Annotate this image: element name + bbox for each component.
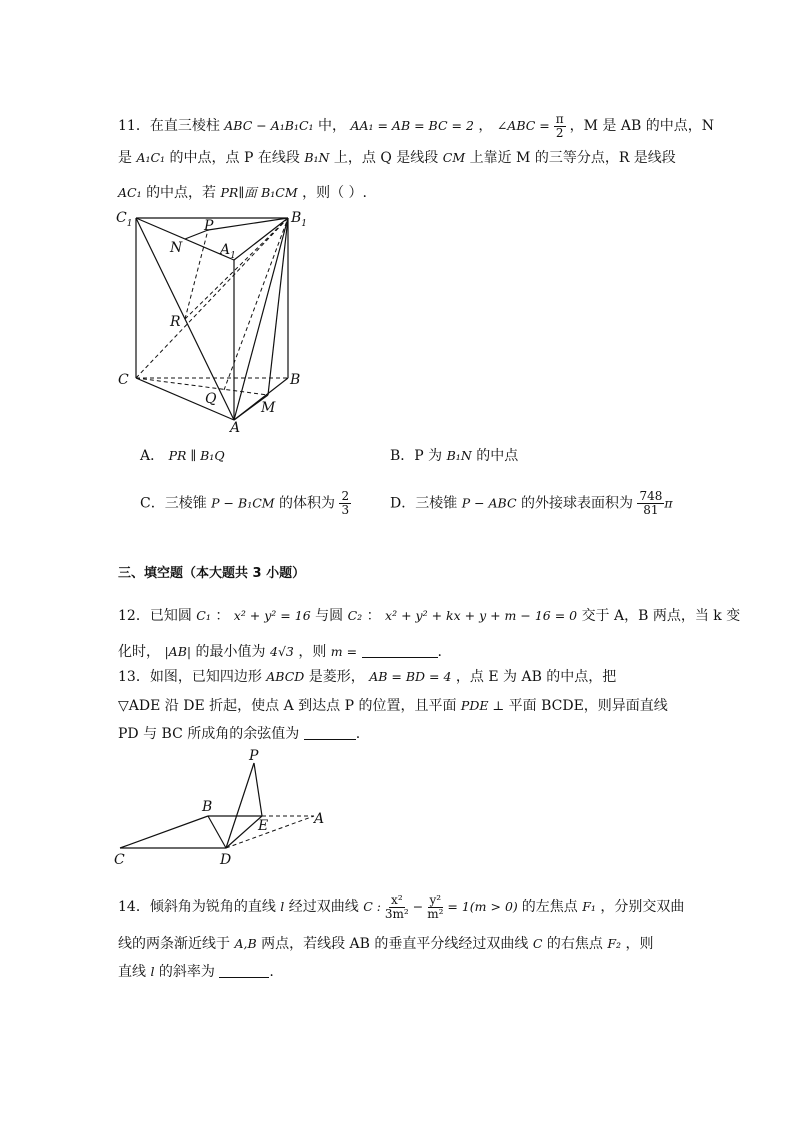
q14-text: ，则: [625, 936, 654, 952]
label-c1: $C_1$: [116, 210, 133, 229]
q14-hyp-lhs: C :: [363, 899, 381, 914]
q13-text: ，点 E 为 AB 的中点，把: [455, 669, 617, 685]
label-p: P: [204, 218, 214, 234]
frac-den: 81: [643, 503, 659, 517]
q12-line-2: [118, 642, 442, 662]
q14-text: 的左焦点: [521, 899, 578, 915]
q14-frac-2: [427, 894, 443, 921]
frac-num: 2: [341, 489, 350, 503]
q14-l: l: [150, 964, 155, 979]
q12-value: 4√3: [270, 644, 294, 659]
q12-text: 化时，: [118, 644, 160, 660]
edge-da-dashed: [226, 816, 314, 848]
option-b[interactable]: [390, 446, 518, 466]
q11-a1c1: A₁C₁: [136, 150, 166, 165]
q11-text: 的中点，点 P 在线段: [169, 150, 300, 166]
q13-answer-blank[interactable]: [304, 739, 356, 740]
frac-den: 2: [555, 126, 564, 140]
q11-angle-fraction: [554, 113, 566, 140]
q12-eq1: x² + y² = 16: [233, 608, 311, 623]
option-b-label: B．P 为: [390, 448, 443, 464]
label-a: A: [314, 811, 325, 827]
edge-pe: [254, 763, 262, 816]
q11-cm: CM: [442, 150, 466, 165]
label-r: R: [170, 314, 181, 330]
option-a[interactable]: [140, 446, 225, 466]
q12-line-1: [118, 606, 740, 626]
q13-pde: PDE ⊥: [460, 698, 505, 713]
label-b1: $B_1$: [291, 210, 308, 229]
option-d-mid: 的外接球表面积为: [520, 495, 633, 512]
q12-m: m =: [330, 644, 358, 659]
q12-text: 的最小值为: [195, 644, 266, 660]
label-c: C: [118, 372, 129, 388]
q12-text: ：: [215, 608, 230, 624]
frac-den: m²: [427, 907, 444, 921]
q12-ab: |AB|: [164, 644, 192, 659]
q11-ac1: AC₁: [118, 185, 142, 200]
q11-b1n: B₁N: [304, 150, 330, 165]
q12-text: ，则: [298, 644, 327, 660]
frac-num: x²: [391, 893, 403, 907]
frac-den: 3m²: [384, 907, 409, 921]
edge-bd: [208, 816, 226, 848]
q14-line-3: [118, 962, 274, 982]
label-d: D: [220, 852, 232, 868]
q11-pr-parallel: PR∥面: [220, 185, 257, 200]
option-d-pi: π: [664, 495, 673, 511]
option-d-label: D．三棱锥: [390, 495, 458, 512]
q14-answer-blank[interactable]: [219, 977, 269, 978]
q12-c2: C₂: [347, 608, 363, 623]
q12-answer-blank[interactable]: [362, 657, 438, 658]
frac-den: 3: [341, 503, 350, 517]
q13-abcd: ABCD: [266, 669, 305, 684]
option-d-math: P − ABC: [461, 495, 517, 511]
q14-f1: F₁: [582, 899, 596, 914]
line-pb1: [208, 218, 288, 230]
line-cb1-hidden: [136, 218, 288, 378]
q14-minus: −: [412, 899, 424, 914]
q11-angle: [496, 112, 570, 140]
q14-text: 两点，若线段 AB 的垂直平分线经过双曲线: [261, 936, 529, 952]
q11-b1cm: B₁CM: [261, 185, 298, 200]
option-c-label: C．三棱锥: [140, 495, 207, 512]
label-e: E: [258, 818, 269, 834]
q11-text: 上，点 Q 是线段: [333, 150, 439, 166]
q14-frac-1: [385, 894, 409, 921]
label-a1: $A_1$: [220, 242, 236, 261]
option-c-mid: 的体积为: [279, 495, 336, 512]
option-b-tail: 的中点: [476, 448, 519, 464]
label-m: M: [261, 400, 276, 416]
line-b1a: [234, 218, 288, 420]
section-heading: 三、填空题（本大题共 3 小题）: [118, 566, 306, 581]
q11-text: 是: [118, 150, 132, 166]
frac-num: 748: [639, 489, 663, 503]
q14-c: C: [532, 936, 543, 951]
rhombus-figure: [108, 748, 340, 872]
prism-figure: [108, 200, 328, 440]
label-q: Q: [205, 391, 217, 407]
q14-ab: A,B: [234, 936, 257, 951]
q11-text: ，M 是 AB 的中点，N: [569, 118, 714, 134]
q11-angle-lhs: ∠ABC =: [496, 118, 550, 133]
q11-text: 中，: [317, 118, 346, 134]
q13-line-2: [118, 696, 668, 716]
option-a-math: PR ∥ B₁Q: [168, 448, 225, 463]
option-c-fraction: [339, 490, 351, 517]
q11-text: 的中点，若: [146, 185, 217, 201]
q14-end: .: [269, 964, 274, 980]
q14-text: 线的两条渐近线于: [118, 936, 230, 952]
q11-line-1: [118, 113, 714, 140]
q11-text: 上靠近 M 的三等分点，R 是线段: [469, 150, 676, 166]
q12-text: 交于 A，B 两点，当 k 变: [581, 608, 741, 624]
option-d-fraction: [637, 490, 664, 517]
q11-number: 11．在直三棱柱: [118, 118, 220, 134]
q14-hyperbola: [363, 893, 522, 921]
q13-text: 平面 BCDE，则异面直线: [508, 698, 668, 714]
edge-cb: [120, 816, 208, 848]
frac-num: π: [555, 112, 564, 126]
option-a-label: A．: [140, 448, 165, 464]
q13-text: ▽ADE 沿 DE 折起，使点 A 到达点 P 的位置，且平面: [118, 698, 457, 714]
q11-text: ，: [478, 118, 493, 134]
label-c: C: [114, 852, 125, 868]
q12-text: 12．已知圆: [118, 608, 192, 624]
label-p: P: [249, 748, 259, 764]
q13-cond: AB = BD = 4: [369, 669, 452, 684]
q14-text: 经过双曲线: [288, 899, 359, 915]
label-n: N: [170, 240, 183, 256]
label-a: A: [230, 420, 241, 436]
q14-l: l: [280, 899, 285, 914]
q13-end: .: [355, 726, 361, 742]
q11-text: ，则（ ）.: [302, 185, 367, 201]
q11-prism: ABC − A₁B₁C₁: [224, 118, 314, 133]
q14-line-2: [118, 934, 653, 954]
q14-f2: F₂: [607, 936, 622, 951]
label-b: B: [202, 799, 213, 815]
option-d[interactable]: [390, 490, 673, 517]
q13-text: 13．如图，已知四边形: [118, 669, 262, 685]
q12-c1: C₁: [196, 608, 211, 623]
q14-line-1: [118, 890, 684, 924]
q14-text: 的右焦点: [546, 936, 603, 952]
q12-text: 与圆: [315, 608, 344, 624]
option-c[interactable]: [140, 490, 351, 517]
option-c-math: P − B₁CM: [211, 495, 275, 511]
q12-text: ：: [366, 608, 381, 624]
q12-end: .: [437, 644, 442, 660]
frac-num: y²: [429, 893, 442, 907]
q12-eq2: x² + y² + kx + y + m − 16 = 0: [385, 608, 578, 623]
q11-cond1: AA₁ = AB = BC = 2: [350, 118, 474, 133]
q14-text: ，分别交双曲: [600, 899, 685, 915]
label-b: B: [290, 372, 301, 388]
q14-hyp-rhs: = 1(m > 0): [447, 899, 518, 914]
q13-text: 是菱形，: [308, 669, 365, 685]
q11-line-2: [118, 148, 676, 168]
q14-text: 14．倾斜角为锐角的直线: [118, 899, 276, 915]
q14-text: 的斜率为: [158, 964, 215, 980]
option-b-math: B₁N: [446, 448, 472, 463]
q14-text: 直线: [118, 964, 146, 980]
q13-text: PD 与 BC 所成角的余弦值为: [118, 726, 300, 742]
q13-line-1: [118, 667, 616, 687]
q13-line-3: [118, 724, 360, 744]
